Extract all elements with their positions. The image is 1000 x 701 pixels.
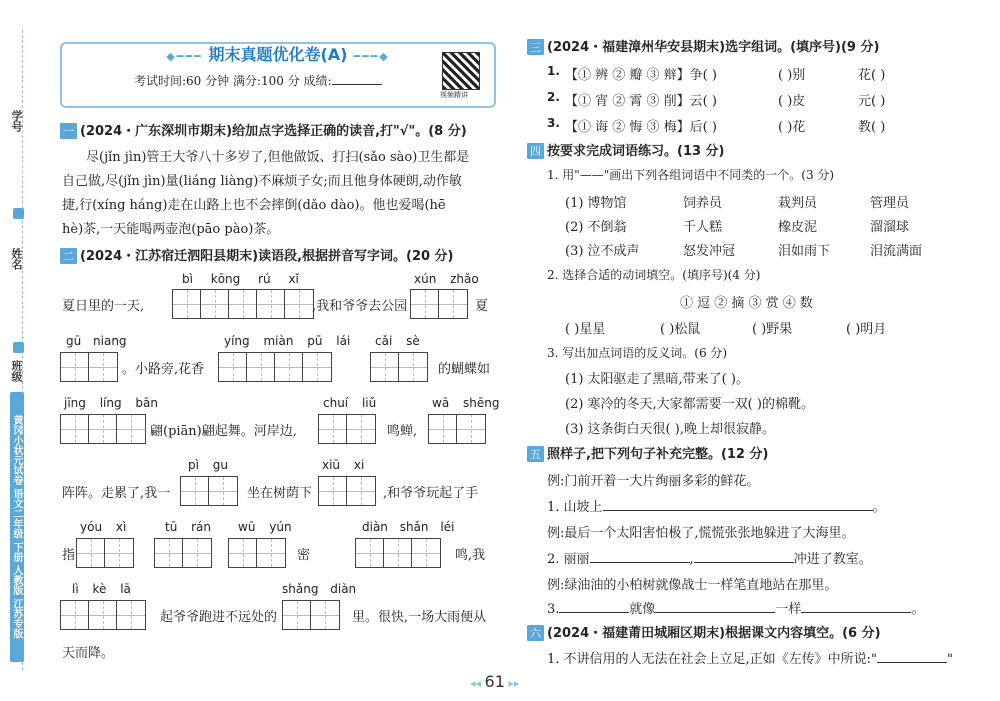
- exam-header: [60, 42, 496, 108]
- answer-blank[interactable]: [559, 612, 629, 613]
- pinyin: wū yún: [238, 520, 292, 534]
- word-group-item[interactable]: 溜溜球: [870, 220, 910, 235]
- bind-dot: [13, 208, 24, 219]
- q3-row-blank[interactable]: 花( ): [858, 68, 886, 83]
- q2-title-text: (2024・江苏宿迁泗阳县期末)读语段,根据拼音写字词。(20 分): [80, 249, 454, 264]
- word-group-item[interactable]: 怒发冲冠: [683, 244, 736, 259]
- q3-number: 三: [527, 39, 544, 55]
- q6-s1-text: 1. 不讲信用的人无法在社会上立足,正如《左传》中所说:": [547, 652, 878, 667]
- q5-sentence: 1. 山坡上 。: [547, 500, 886, 515]
- q2-text: 密: [297, 548, 311, 563]
- q2-text: 鸣蝉,: [387, 424, 418, 439]
- q5-s3b-text: 就像: [629, 602, 656, 617]
- q5-example: 例:绿油油的小柏树就像战士一样笔直地站在那里。: [547, 578, 838, 593]
- pinyin: lì kè lā: [72, 582, 131, 596]
- char-grid[interactable]: [154, 538, 212, 568]
- prev-arrow-icon: ◂◂: [470, 677, 485, 690]
- q1-line: 自己做,尽(jǐn jìn)量(liáng liàng)不麻烦子女;而且他身体硬朗,动作敏: [62, 174, 462, 189]
- char-grid[interactable]: [355, 538, 441, 568]
- q3-row-options[interactable]: 【① 宵 ② 霄 ③ 削】云( ): [565, 94, 717, 109]
- exam-info-text: 考试时间:60 分钟 满分:100 分 成绩:: [134, 74, 332, 88]
- q5-s1-text: 1. 山坡上: [547, 500, 603, 515]
- q2-text: 翩(piān)翩起舞。河岸边,: [150, 424, 297, 439]
- q3-row-blank[interactable]: ( )别: [778, 68, 806, 83]
- q2-text: 起爷爷跑进不远处的: [160, 610, 278, 625]
- answer-blank[interactable]: [655, 612, 775, 613]
- antonym-item[interactable]: (2) 寒冷的冬天,大家都需要一双( )的棉靴。: [565, 397, 814, 412]
- char-grid[interactable]: [228, 538, 286, 568]
- char-grid[interactable]: [428, 414, 486, 444]
- q3-row-label: 1.: [547, 64, 560, 78]
- exam-info: [134, 72, 382, 89]
- q3-row-options[interactable]: 【① 诲 ② 悔 ③ 梅】后( ): [565, 120, 717, 135]
- q1-number: 一: [60, 123, 77, 139]
- q6-sentence: 1. 不讲信用的人无法在社会上立足,正如《左传》中所说:" ": [547, 652, 954, 667]
- series-band: 黄冈小状元试卷 语文二年级 下册 人教版 江苏专版: [10, 392, 24, 662]
- char-grid[interactable]: [60, 600, 146, 630]
- word-group-item[interactable]: 饲养员: [683, 196, 723, 211]
- verb-blank[interactable]: ( )野果: [752, 322, 793, 337]
- pinyin: chuí liǔ: [323, 396, 377, 410]
- word-group-item[interactable]: (3) 泣不成声: [565, 244, 640, 259]
- q1-title-text: (2024・广东深圳市期末)给加点字选择正确的读音,打"√"。(8 分): [80, 124, 467, 139]
- verb-blank[interactable]: ( )松鼠: [660, 322, 701, 337]
- bind-dot: [13, 342, 24, 353]
- pinyin: yóu xì: [80, 520, 127, 534]
- q1-title: [60, 120, 467, 139]
- answer-blank[interactable]: [877, 662, 947, 663]
- q5-title: [527, 443, 768, 462]
- q3-row-label: 2.: [547, 90, 560, 104]
- answer-blank[interactable]: [801, 612, 911, 613]
- q5-number: 五: [527, 446, 544, 462]
- antonym-item[interactable]: (3) 这条街白天很( ),晚上却很寂静。: [565, 422, 775, 437]
- q2-title: [60, 245, 454, 264]
- next-arrow-icon: ▸▸: [504, 677, 520, 690]
- name-label: 姓名: [10, 248, 23, 270]
- q3-row-blank[interactable]: ( )皮: [778, 94, 806, 109]
- q6-title: [527, 622, 881, 641]
- page-number-text: 61: [484, 672, 505, 691]
- q3-row-label: 3.: [547, 116, 560, 130]
- q3-row-options[interactable]: 【① 辨 ② 瓣 ③ 辩】争( ): [565, 68, 717, 83]
- q2-text: ,我和爷爷去公园: [312, 299, 408, 314]
- word-group-item[interactable]: 千人糕: [683, 220, 723, 235]
- q2-text: 夏日里的一天,: [62, 299, 145, 314]
- char-grid[interactable]: [410, 289, 468, 319]
- q5-s2a-text: 2. 丽丽: [547, 552, 590, 567]
- q1-line: hè)茶,一天能喝两壶泡(pāo pào)茶。: [62, 222, 280, 237]
- verb-options: ① 逗 ② 摘 ③ 赏 ④ 数: [680, 296, 813, 311]
- q4-title-text: 按要求完成词语练习。(13 分): [547, 144, 725, 159]
- q3-title: [527, 36, 879, 55]
- q5-s3a-text: 3.: [547, 602, 560, 617]
- q5-example: 例:最后一个太阳害怕极了,慌慌张张地躲进了大海里。: [547, 526, 855, 541]
- antonym-item[interactable]: (1) 太阳驱走了黑暗,带来了( )。: [565, 372, 749, 387]
- char-grid[interactable]: [370, 352, 428, 382]
- char-grid[interactable]: [218, 352, 332, 382]
- q1-line: 捷,行(xíng háng)走在山路上也不会摔倒(dǎo dào)。他也爱喝(hē: [62, 198, 446, 213]
- pinyin: xún zhǎo: [414, 272, 479, 286]
- q4-number: 四: [527, 143, 544, 159]
- verb-blank[interactable]: ( )星星: [565, 322, 606, 337]
- class-label: 班级: [10, 360, 23, 382]
- pinyin: cǎi sè: [375, 334, 420, 348]
- pinyin: diàn shǎn léi: [362, 520, 455, 534]
- q6-title-text: (2024・福建莆田城厢区期末)根据课文内容填空。(6 分): [547, 626, 881, 641]
- answer-blank[interactable]: [694, 562, 794, 563]
- q5-s2b-text: 冲进了教室。: [793, 552, 872, 567]
- page-number: [470, 672, 519, 691]
- qr-caption: 视频精讲: [440, 91, 468, 99]
- student-id-label: 学号: [10, 110, 23, 132]
- q5-sentence: 2. 丽丽 , 冲进了教室。: [547, 552, 872, 567]
- char-grid[interactable]: [282, 600, 340, 630]
- q5-s3c-text: 一样: [775, 602, 802, 617]
- answer-blank[interactable]: [603, 510, 873, 511]
- pinyin: shǎng diàn: [282, 582, 357, 596]
- char-grid[interactable]: [318, 414, 376, 444]
- q3-row-blank[interactable]: ( )花: [778, 120, 806, 135]
- q4-sub3: 3. 写出加点词语的反义词。(6 分): [547, 346, 728, 360]
- qr-code-icon[interactable]: [442, 52, 480, 90]
- title-deco-icon: ━━━◆: [347, 50, 390, 63]
- pinyin: pì gu: [188, 458, 228, 472]
- q6-number: 六: [527, 625, 544, 641]
- word-group-item[interactable]: (1) 博物馆: [565, 196, 627, 211]
- q3-row-blank[interactable]: 元( ): [858, 94, 886, 109]
- q2-text: 阵阵。走累了,我一: [62, 486, 171, 501]
- q4-sub1: 1. 用"——"画出下列各组词语中不同类的一个。(3 分): [547, 168, 835, 182]
- word-group-item[interactable]: 泪流满面: [870, 244, 923, 259]
- word-group-item[interactable]: 泪如雨下: [778, 244, 831, 259]
- pinyin: yíng miàn pū lái: [224, 334, 351, 348]
- title-text: 期末真题优化卷(A): [208, 45, 348, 64]
- q4-sub2: 2. 选择合适的动词填空。(填序号)(4 分): [547, 268, 761, 282]
- verb-blank[interactable]: ( )明月: [846, 322, 887, 337]
- q5-sentence: 3. 就像 一样 。: [547, 602, 925, 617]
- pinyin: gū niang: [66, 334, 127, 348]
- title-deco-icon: ◆━━━: [166, 50, 209, 63]
- pinyin: jīng líng bān: [64, 396, 158, 410]
- word-group-item[interactable]: 管理员: [870, 196, 910, 211]
- q2-text: 坐在树荫下: [247, 486, 313, 501]
- q5-title-text: 照样子,把下列句子补充完整。(12 分): [547, 447, 769, 462]
- pinyin: xiū xi: [322, 458, 365, 472]
- char-grid[interactable]: [180, 476, 238, 506]
- q2-text: ,和爷爷玩起了手: [383, 486, 479, 501]
- q3-title-text: (2024・福建漳州华安县期末)选字组词。(填序号)(9 分): [547, 40, 880, 55]
- pinyin: bì kōng rú xǐ: [182, 272, 299, 286]
- q2-text: 指: [62, 548, 76, 563]
- answer-blank[interactable]: [590, 562, 690, 563]
- word-group-item[interactable]: (2) 不倒翁: [565, 220, 627, 235]
- word-group-item[interactable]: 橡皮泥: [778, 220, 818, 235]
- q2-text: 夏: [475, 299, 489, 314]
- q2-text: 的蝴蝶如: [438, 362, 491, 377]
- word-group-item[interactable]: 栽判员: [778, 196, 818, 211]
- q2-number: 二: [60, 248, 77, 264]
- pinyin: tū rán: [165, 520, 212, 534]
- q4-title: [527, 140, 725, 159]
- q2-text: 鸣,我: [455, 548, 486, 563]
- pinyin: wā shēng: [432, 396, 500, 410]
- q3-row-blank[interactable]: 教( ): [858, 120, 886, 135]
- char-grid[interactable]: [60, 352, 118, 382]
- char-grid[interactable]: [76, 538, 134, 568]
- char-grid[interactable]: [60, 414, 146, 444]
- exam-title: [62, 42, 494, 65]
- q2-text: 里。很快,一场大雨便从: [352, 610, 487, 625]
- q2-text: 天而降。: [62, 646, 115, 661]
- char-grid[interactable]: [172, 289, 314, 319]
- char-grid[interactable]: [318, 476, 376, 506]
- q2-text: 。小路旁,花香: [122, 362, 205, 377]
- q1-line: 尽(jǐn jìn)管王大爷八十多岁了,但他做饭、打扫(sǎo sào)卫生都是: [86, 150, 470, 165]
- q5-example: 例:门前开着一大片绚丽多彩的鲜花。: [547, 474, 760, 489]
- score-blank[interactable]: [332, 84, 382, 85]
